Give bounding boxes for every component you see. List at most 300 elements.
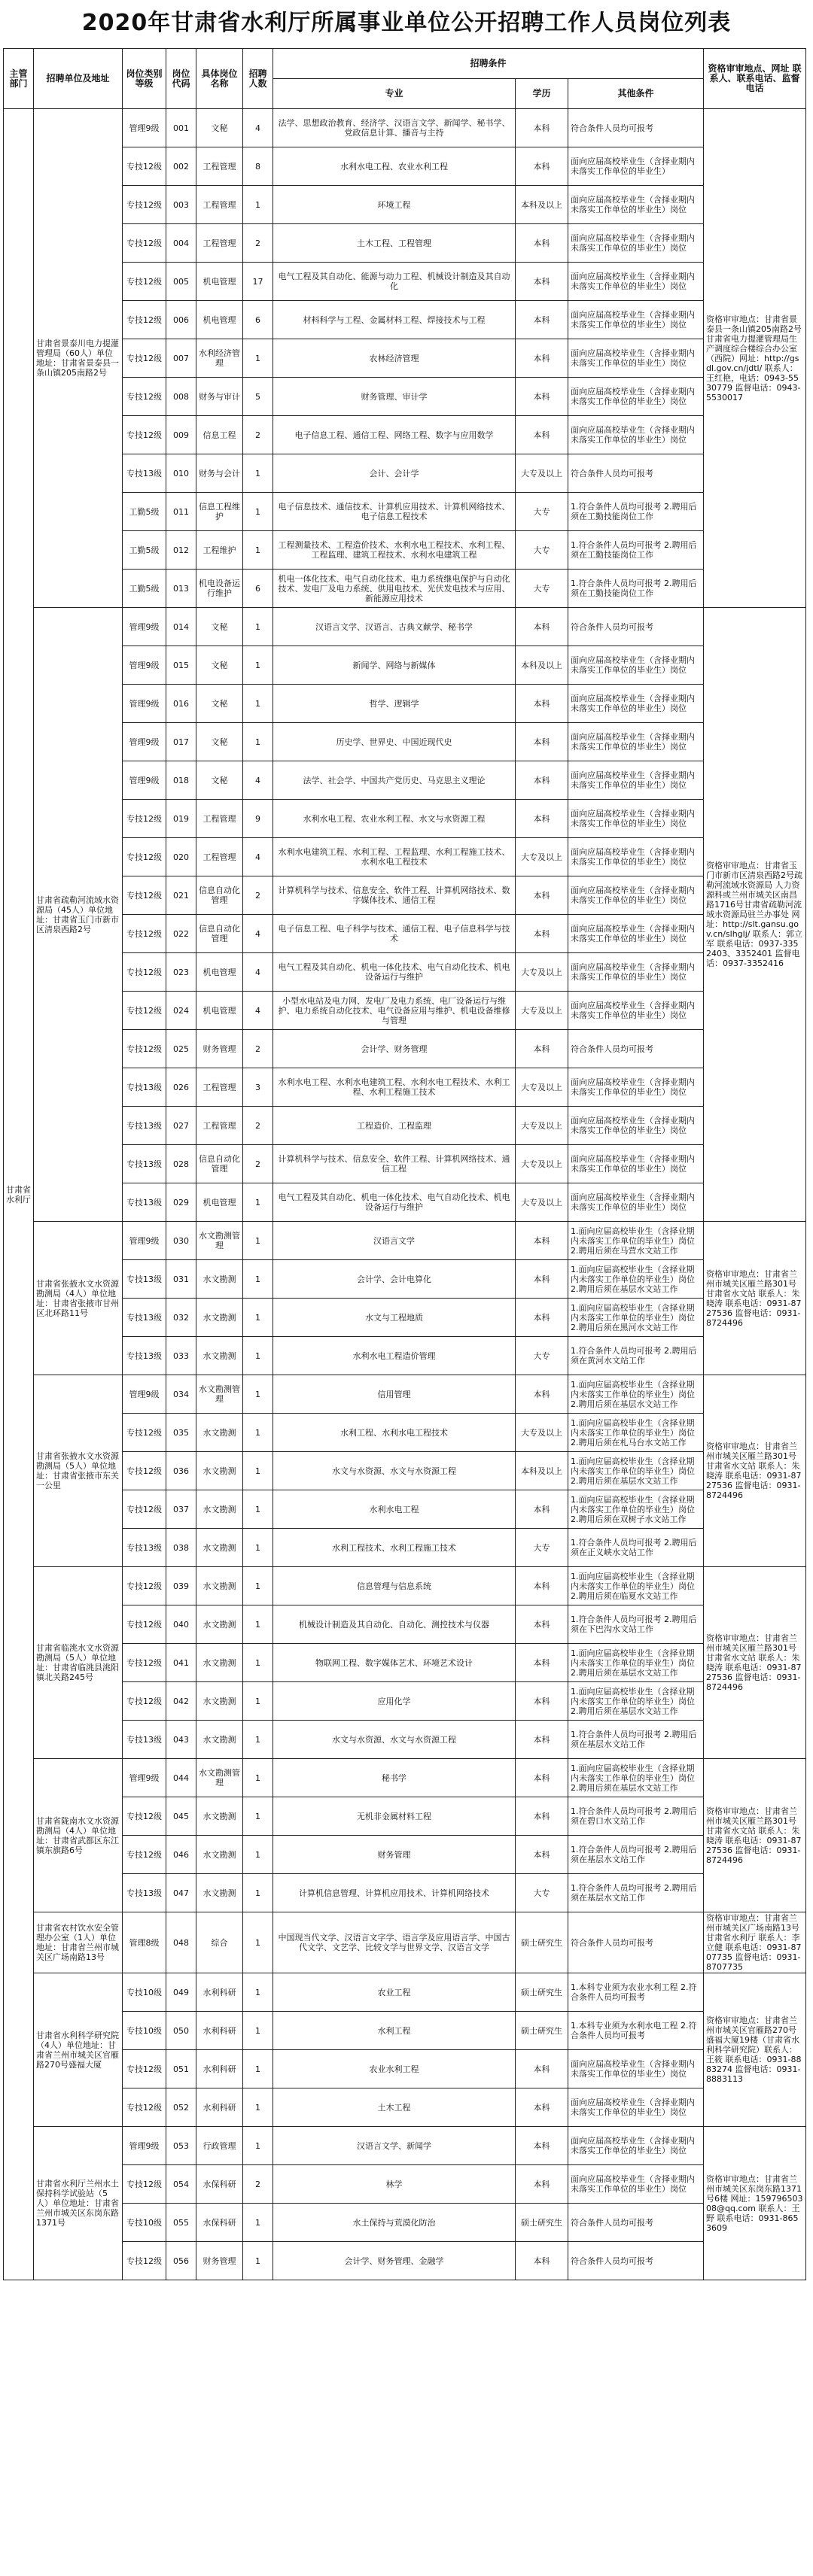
post-name-cell: 信息工程 [196,416,243,454]
post-name-cell: 工程管理 [196,1107,243,1145]
post-code-cell: 015 [166,646,196,685]
post-type-cell: 专技13级 [123,1874,166,1912]
post-code-cell: 009 [166,416,196,454]
education-cell: 大专及以上 [516,1183,568,1222]
post-name-cell: 水文勘测管理 [196,1759,243,1797]
post-count-cell: 1 [243,2127,273,2165]
post-count-cell: 1 [243,1299,273,1337]
table-row [4,493,806,531]
post-code-cell: 050 [166,2012,196,2050]
post-code-cell: 049 [166,1973,196,2012]
post-type-cell: 专技12级 [123,224,166,263]
post-type-cell: 专技13级 [123,1068,166,1107]
post-count-cell: 17 [243,263,273,301]
table-row [4,1836,806,1874]
other-conditions-cell: 1.符合条件人员均可报考 2.聘用后须在正义峡水文站工作 [568,1529,704,1567]
post-name-cell: 水文勘测管理 [196,1222,243,1260]
education-cell: 本科 [516,263,568,301]
post-name-cell: 水利科研 [196,2012,243,2050]
table-row [4,800,806,838]
post-type-cell: 专技13级 [123,1721,166,1759]
other-conditions-cell: 面向应届高校毕业生（含择业期内未落实工作单位的毕业生）岗位 [568,723,704,761]
header-count: 招聘人数 [243,49,273,109]
post-type-cell: 专技12级 [123,800,166,838]
contact-cell: 资格审审地点：甘肃省兰州市城关区东岗东路1371号6楼 网址：15979650308@qq.com 联系人：王野 联系电话：0931-8653609 [704,2127,806,2280]
major-cell: 水利水电工程 [273,1490,516,1529]
other-conditions-cell: 1.面向应届高校毕业生（含择业期内未落实工作单位的毕业生）岗位 2.聘用后须在基层水文站工作 [568,1759,704,1797]
post-count-cell: 5 [243,378,273,416]
other-conditions-cell: 1.符合条件人员均可报考 2.聘用后须在基层水文站工作 [568,1836,704,1874]
other-conditions-cell: 1.符合条件人员均可报考 2.聘用后须在工勤技能岗位工作 [568,570,704,608]
post-name-cell: 机电管理 [196,1183,243,1222]
other-conditions-cell: 1.符合条件人员均可报考 2.聘用后须在基层水文站工作 [568,1874,704,1912]
other-conditions-cell: 1.符合条件人员均可报考 2.聘用后须在工勤技能岗位工作 [568,531,704,570]
major-cell: 水文与水资源、水文与水资源工程 [273,1721,516,1759]
post-count-cell: 4 [243,953,273,992]
major-cell: 水利水电工程、水利水电建筑工程、水利水电工程技术、水利工程、水利工程施工技术 [273,1068,516,1107]
education-cell: 本科及以上 [516,1452,568,1490]
post-name-cell: 水保科研 [196,2165,243,2204]
post-type-cell: 专技10级 [123,2012,166,2050]
table-row [4,1183,806,1222]
major-cell: 秘书学 [273,1759,516,1797]
education-cell: 本科 [516,339,568,378]
post-type-cell: 专技12级 [123,1605,166,1644]
education-cell: 本科 [516,147,568,186]
major-cell: 中国现当代文学、汉语言文字学、语言学及应用语言学、中国古代文学、文艺学、比较文学与世界文学、汉语言文学 [273,1912,516,1973]
major-cell: 工程造价、工程监理 [273,1107,516,1145]
other-conditions-cell: 面向应届高校毕业生（含择业期内未落实工作单位的毕业生）岗位 [568,1183,704,1222]
post-count-cell: 1 [243,493,273,531]
other-conditions-cell: 面向应届高校毕业生（含择业期内未落实工作单位的毕业生）岗位 [568,646,704,685]
major-cell: 会计、会计学 [273,454,516,493]
contact-cell: 资格审审地点：甘肃省兰州市城关区雁兰路301号甘肃省水文站 联系人：朱晓涛 联系电话：0931-8727536 监督电话：0931-8724496 [704,1759,806,1912]
post-code-cell: 011 [166,493,196,531]
education-cell: 本科 [516,416,568,454]
major-cell: 计算机科学与技术、信息安全、软件工程、计算机网络技术、数字媒体技术、通信工程 [273,876,516,915]
other-conditions-cell: 面向应届高校毕业生（含择业期内未落实工作单位的毕业生）岗位 [568,800,704,838]
major-cell: 会计学、财务管理、金融学 [273,2242,516,2280]
education-cell: 本科 [516,1682,568,1721]
post-type-cell: 专技12级 [123,2165,166,2204]
other-conditions-cell: 面向应届高校毕业生（含择业期内未落实工作单位的毕业生）岗位 [568,1068,704,1107]
table-row [4,2050,806,2088]
post-type-cell: 管理9级 [123,1759,166,1797]
other-conditions-cell: 1.面向应届高校毕业生（含择业期内未落实工作单位的毕业生）岗位 2.聘用后须在临夏水文站工作 [568,1567,704,1605]
post-name-cell: 水文勘测 [196,1452,243,1490]
major-cell: 农业水利工程 [273,2050,516,2088]
table-row [4,1721,806,1759]
post-type-cell: 专技13级 [123,1145,166,1183]
header-other: 其他条件 [568,79,704,109]
major-cell: 水利水电工程造价管理 [273,1337,516,1375]
post-type-cell: 专技12级 [123,992,166,1030]
post-count-cell: 1 [243,1836,273,1874]
post-name-cell: 水文勘测 [196,1414,243,1452]
education-cell: 本科 [516,1222,568,1260]
post-name-cell: 文秘 [196,761,243,800]
post-type-cell: 专技12级 [123,263,166,301]
post-count-cell: 3 [243,1068,273,1107]
major-cell: 水利水电工程、农业水利工程 [273,147,516,186]
education-cell: 本科 [516,1375,568,1414]
other-conditions-cell: 面向应届高校毕业生（含择业期内未落实工作单位的毕业生）岗位 [568,2127,704,2165]
post-name-cell: 水文勘测 [196,1567,243,1605]
contact-cell: 资格审审地点：甘肃省景泰县一条山镇205南路2号甘肃省电力提灌管理局生产调度综合楼综合办公室（西院）网址：http://gsdl.gov.cn/jdtl/ 联系人：王红艳，电话：0943-5530779 监督电话：0943-5530017 [704,109,806,608]
other-conditions-cell: 1.面向应届高校毕业生（含择业期内未落实工作单位的毕业生）岗位 2.聘用后须在基层水文站工作 [568,1260,704,1299]
post-name-cell: 水文勘测 [196,1682,243,1721]
unit-cell: 甘肃省水利科学研究院（4人）单位地址：甘肃省兰州市城关区官雁路270号盛福大厦 [34,1973,123,2127]
education-cell: 大专 [516,570,568,608]
table-row [4,570,806,608]
post-count-cell: 1 [243,1759,273,1797]
other-conditions-cell: 符合条件人员均可报考 [568,2242,704,2280]
other-conditions-cell: 1.面向应届高校毕业生（含择业期内未落实工作单位的毕业生）岗位 2.聘用后须在基层水文站工作 [568,1375,704,1414]
post-name-cell: 行政管理 [196,2127,243,2165]
other-conditions-cell: 1.面向应届高校毕业生（含择业期内未落实工作单位的毕业生）岗位 2.聘用后须在札马台水文站工作 [568,1414,704,1452]
post-name-cell: 综合 [196,1912,243,1973]
major-cell: 水利水电建筑工程、水利工程、工程监理、水利工程施工技术、水利水电工程技术 [273,838,516,876]
unit-cell: 甘肃省景泰川电力提灌管理局（60人）单位地址：甘肃省景泰县一条山镇205南路2号 [34,109,123,608]
post-name-cell: 工程管理 [196,838,243,876]
major-cell: 法学、社会学、中国共产党历史、马克思主义理论 [273,761,516,800]
education-cell: 本科 [516,1759,568,1797]
other-conditions-cell: 符合条件人员均可报考 [568,109,704,147]
other-conditions-cell: 1.符合条件人员均可报考 2.聘用后须在基层水文站工作 [568,1721,704,1759]
post-count-cell: 1 [243,1183,273,1222]
other-conditions-cell: 符合条件人员均可报考 [568,454,704,493]
table-row [4,2088,806,2127]
education-cell: 硕士研究生 [516,2012,568,2050]
major-cell: 信用管理 [273,1375,516,1414]
education-cell: 本科 [516,109,568,147]
header-row-1 [4,49,806,79]
post-count-cell: 1 [243,1452,273,1490]
education-cell: 大专及以上 [516,992,568,1030]
major-cell: 水文与水资源、水文与水资源工程 [273,1452,516,1490]
major-cell: 水利工程 [273,2012,516,2050]
education-cell: 本科 [516,1260,568,1299]
table-row [4,531,806,570]
contact-cell: 资格审审地点：甘肃省玉门市新市区清泉西路2号疏勒河流域水资源局 人力资源科或兰州市城关区南昌路1716号甘肃省疏勒河流域水资源局驻兰办事处 网址：http://slt.gansu.gov.cn/slhglj/ 联系人：郭立军 联系电话：0937-3352403、3352401 监督电话：0937-3352416 [704,608,806,1222]
post-name-cell: 水利经济管理 [196,339,243,378]
major-cell: 机电一体化技术、电气自动化技术、电力系统继电保护与自动化技术、发电厂及电力系统、供用电技术、光伏发电技术与应用、新能源应用技术 [273,570,516,608]
major-cell: 电气工程及其自动化、能源与动力工程、机械设计制造及其自动化 [273,263,516,301]
post-name-cell: 机电管理 [196,263,243,301]
post-count-cell: 1 [243,685,273,723]
post-type-cell: 专技12级 [123,1030,166,1068]
post-code-cell: 056 [166,2242,196,2280]
post-name-cell: 水利科研 [196,2050,243,2088]
table-row [4,1567,806,1605]
post-name-cell: 水保科研 [196,2204,243,2242]
post-type-cell: 管理9级 [123,2127,166,2165]
other-conditions-cell: 面向应届高校毕业生（含择业期内未落实工作单位的毕业生）岗位 [568,992,704,1030]
major-cell: 电气工程及其自动化、机电一体化技术、电气自动化技术、机电设备运行与维护 [273,1183,516,1222]
table-row [4,454,806,493]
post-type-cell: 管理9级 [123,646,166,685]
major-cell: 电子信息工程、通信工程、网络工程、数字与应用数学 [273,416,516,454]
major-cell: 应用化学 [273,1682,516,1721]
post-count-cell: 1 [243,1375,273,1414]
post-name-cell: 机电设备运行维护 [196,570,243,608]
table-row [4,2012,806,2050]
post-type-cell: 专技13级 [123,1183,166,1222]
other-conditions-cell: 面向应届高校毕业生（含择业期内未落实工作单位的毕业生）岗位 [568,915,704,953]
unit-cell: 甘肃省水利厅兰州水土保持科学试验站（5人）单位地址：甘肃省兰州市城关区东岗东路1371号 [34,2127,123,2280]
major-cell: 电气工程及其自动化、机电一体化技术、电气自动化技术、机电设备运行与维护 [273,953,516,992]
table-row [4,1682,806,1721]
post-code-cell: 043 [166,1721,196,1759]
post-type-cell: 专技13级 [123,1299,166,1337]
education-cell: 本科 [516,723,568,761]
table-row [4,1375,806,1414]
table-row [4,1452,806,1490]
table-row [4,1759,806,1797]
other-conditions-cell: 面向应届高校毕业生（含择业期内未落实工作单位的毕业生）岗位 [568,1145,704,1183]
major-cell: 水利工程技术、水利工程施工技术 [273,1529,516,1567]
post-type-cell: 专技12级 [123,1567,166,1605]
table-row [4,2127,806,2165]
major-cell: 林学 [273,2165,516,2204]
education-cell: 大专及以上 [516,1145,568,1183]
post-code-cell: 037 [166,1490,196,1529]
post-count-cell: 2 [243,2165,273,2204]
post-type-cell: 专技12级 [123,186,166,224]
education-cell: 本科 [516,1644,568,1682]
post-name-cell: 财务管理 [196,1030,243,1068]
major-cell: 电子信息工程、电子科学与技术、通信工程、电子信息科学与技术 [273,915,516,953]
post-type-cell: 专技12级 [123,1452,166,1490]
header-dept: 主管部门 [4,49,34,109]
post-type-cell: 工勤5级 [123,493,166,531]
post-count-cell: 1 [243,2242,273,2280]
education-cell: 本科 [516,1836,568,1874]
post-name-cell: 水文勘测 [196,1721,243,1759]
post-code-cell: 018 [166,761,196,800]
table-row [4,109,806,147]
other-conditions-cell: 1.符合条件人员均可报考 2.聘用后须在碧口水文站工作 [568,1797,704,1836]
other-conditions-cell: 面向应届高校毕业生（含择业期内未落实工作单位的毕业生）岗位 [568,224,704,263]
other-conditions-cell: 面向应届高校毕业生（含择业期内未落实工作单位的毕业生） [568,147,704,186]
post-name-cell: 机电管理 [196,992,243,1030]
post-code-cell: 008 [166,378,196,416]
post-name-cell: 工程管理 [196,224,243,263]
table-row [4,685,806,723]
other-conditions-cell: 面向应届高校毕业生（含择业期内未落实工作单位的毕业生）岗位 [568,301,704,339]
unit-cell: 甘肃省张掖水文水资源勘测局（5人）单位地址：甘肃省张掖市东关一公里 [34,1375,123,1567]
post-name-cell: 财务管理 [196,2242,243,2280]
post-code-cell: 048 [166,1912,196,1973]
major-cell: 财务管理 [273,1836,516,1874]
header-contact: 资格审审地点、网址 联系人、联系电话、监督电话 [704,49,806,109]
education-cell: 大专及以上 [516,953,568,992]
education-cell: 本科及以上 [516,646,568,685]
table-row [4,1912,806,1973]
major-cell: 哲学、逻辑学 [273,685,516,723]
education-cell: 本科 [516,800,568,838]
post-count-cell: 1 [243,454,273,493]
post-count-cell: 1 [243,339,273,378]
header-conditions: 招聘条件 [273,49,704,79]
post-name-cell: 财务与审计 [196,378,243,416]
major-cell: 材料科学与工程、金属材料工程、焊接技术与工程 [273,301,516,339]
post-code-cell: 029 [166,1183,196,1222]
post-name-cell: 工程管理 [196,800,243,838]
post-type-cell: 专技12级 [123,1644,166,1682]
major-cell: 机械设计制造及其自动化、自动化、测控技术与仪器 [273,1605,516,1644]
education-cell: 硕士研究生 [516,2204,568,2242]
education-cell: 大专 [516,493,568,531]
post-code-cell: 051 [166,2050,196,2088]
other-conditions-cell: 1.面向应届高校毕业生（含择业期内未落实工作单位的毕业生）岗位 2.聘用后须在基层水文站工作 [568,1682,704,1721]
post-code-cell: 036 [166,1452,196,1490]
post-code-cell: 041 [166,1644,196,1682]
unit-cell: 甘肃省农村饮水安全管理办公室（1人）单位地址：甘肃省兰州市城关区广场南路13号 [34,1912,123,1973]
education-cell: 本科 [516,915,568,953]
other-conditions-cell: 1.面向应届高校毕业生（含择业期内未落实工作单位的毕业生）岗位 2.聘用后须在基层水文站工作 [568,1644,704,1682]
table-row [4,1490,806,1529]
post-type-cell: 专技10级 [123,1973,166,2012]
post-code-cell: 017 [166,723,196,761]
education-cell: 本科 [516,1721,568,1759]
post-count-cell: 2 [243,1107,273,1145]
department-cell: 甘肃省水利厅 [4,109,34,2280]
major-cell: 会计学、会计电算化 [273,1260,516,1299]
post-count-cell: 6 [243,301,273,339]
post-count-cell: 1 [243,723,273,761]
post-code-cell: 031 [166,1260,196,1299]
major-cell: 新闻学、网络与新媒体 [273,646,516,685]
post-name-cell: 财务与会计 [196,454,243,493]
post-count-cell: 1 [243,1912,273,1973]
education-cell: 本科 [516,1299,568,1337]
table-row [4,838,806,876]
education-cell: 本科 [516,2165,568,2204]
table-row [4,1107,806,1145]
post-count-cell: 1 [243,1414,273,1452]
post-code-cell: 001 [166,109,196,147]
post-code-cell: 033 [166,1337,196,1375]
post-type-cell: 管理9级 [123,109,166,147]
unit-cell: 甘肃省陇南水文水资源勘测局（4人）单位地址：甘肃省武都区东江镇东旗路6号 [34,1759,123,1912]
education-cell: 本科 [516,1567,568,1605]
education-cell: 硕士研究生 [516,1912,568,1973]
contact-cell: 资格审审地点：甘肃省兰州市城关区雁兰路301号甘肃省水文站 联系人：朱晓涛 联系电话：0931-8727536 监督电话：0931-8724496 [704,1375,806,1567]
table-row [4,1030,806,1068]
post-count-cell: 4 [243,761,273,800]
header-post-type: 岗位类别等级 [123,49,166,109]
other-conditions-cell: 面向应届高校毕业生（含择业期内未落实工作单位的毕业生）岗位 [568,685,704,723]
post-count-cell: 8 [243,147,273,186]
education-cell: 大专 [516,1874,568,1912]
post-count-cell: 1 [243,1682,273,1721]
post-name-cell: 文秘 [196,109,243,147]
major-cell: 土木工程、工程管理 [273,224,516,263]
post-type-cell: 专技12级 [123,1490,166,1529]
post-name-cell: 水文勘测 [196,1337,243,1375]
post-name-cell: 机电管理 [196,953,243,992]
education-cell: 大专及以上 [516,1068,568,1107]
post-code-cell: 052 [166,2088,196,2127]
post-count-cell: 1 [243,2204,273,2242]
post-count-cell: 2 [243,416,273,454]
table-row [4,186,806,224]
major-cell: 小型水电站及电力网、发电厂及电力系统、电厂设备运行与维护、电力系统自动化技术、电气设备应用与维护、机电设备维修与管理 [273,992,516,1030]
major-cell: 水利水电工程、农业水利工程、水文与水资源工程 [273,800,516,838]
other-conditions-cell: 面向应届高校毕业生（含择业期内未落实工作单位的毕业生）岗位 [568,263,704,301]
recruitment-table [3,48,806,2280]
post-name-cell: 文秘 [196,608,243,646]
post-type-cell: 专技12级 [123,1682,166,1721]
post-count-cell: 1 [243,1797,273,1836]
table-row [4,1874,806,1912]
other-conditions-cell: 1.本科专业须为水利水电工程 2.符合条件人员均可报考 [568,2012,704,2050]
post-name-cell: 水文勘测 [196,1605,243,1644]
post-code-cell: 010 [166,454,196,493]
post-count-cell: 1 [243,1260,273,1299]
education-cell: 本科 [516,2242,568,2280]
education-cell: 大专及以上 [516,838,568,876]
major-cell: 计算机信息管理、计算机应用技术、计算机网络技术 [273,1874,516,1912]
major-cell: 汉语言文学、新闻学 [273,2127,516,2165]
other-conditions-cell: 面向应届高校毕业生（含择业期内未落实工作单位的毕业生）岗位 [568,876,704,915]
post-name-cell: 文秘 [196,646,243,685]
major-cell: 农林经济管理 [273,339,516,378]
post-code-cell: 032 [166,1299,196,1337]
other-conditions-cell: 面向应届高校毕业生（含择业期内未落实工作单位的毕业生）岗位 [568,2050,704,2088]
post-type-cell: 专技12级 [123,1797,166,1836]
table-row [4,263,806,301]
post-type-cell: 管理9级 [123,1222,166,1260]
unit-cell: 甘肃省疏勒河流域水资源局（45人）单位地址：甘肃省玉门市新市区清泉西路2号 [34,608,123,1222]
post-type-cell: 专技12级 [123,838,166,876]
post-code-cell: 030 [166,1222,196,1260]
other-conditions-cell: 面向应届高校毕业生（含择业期内未落实工作单位的毕业生）岗位 [568,416,704,454]
post-count-cell: 1 [243,1721,273,1759]
education-cell: 大专 [516,1529,568,1567]
post-count-cell: 4 [243,915,273,953]
major-cell: 环境工程 [273,186,516,224]
other-conditions-cell: 面向应届高校毕业生（含择业期内未落实工作单位的毕业生）岗位 [568,838,704,876]
table-row [4,416,806,454]
post-code-cell: 005 [166,263,196,301]
post-code-cell: 038 [166,1529,196,1567]
other-conditions-cell: 1.符合条件人员均可报考 2.聘用后须在工勤技能岗位工作 [568,493,704,531]
post-count-cell: 1 [243,531,273,570]
post-code-cell: 054 [166,2165,196,2204]
other-conditions-cell: 符合条件人员均可报考 [568,1912,704,1973]
major-cell: 电子信息技术、通信技术、计算机应用技术、计算机网络技术、电子信息工程技术 [273,493,516,531]
table-row [4,1260,806,1299]
table-row [4,339,806,378]
other-conditions-cell: 面向应届高校毕业生（含择业期内未落实工作单位的毕业生）岗位 [568,761,704,800]
table-row [4,1797,806,1836]
post-count-cell: 1 [243,1605,273,1644]
post-count-cell: 6 [243,570,273,608]
other-conditions-cell: 1.本科专业须为农业水利工程 2.符合条件人员均可报考 [568,1973,704,2012]
other-conditions-cell: 面向应届高校毕业生（含择业期内未落实工作单位的毕业生）岗位 [568,2165,704,2204]
post-code-cell: 004 [166,224,196,263]
table-row [4,2242,806,2280]
major-cell: 水土保持与荒漠化防治 [273,2204,516,2242]
major-cell: 无机非金属材料工程 [273,1797,516,1836]
major-cell: 会计学、财务管理 [273,1030,516,1068]
post-code-cell: 007 [166,339,196,378]
post-count-cell: 1 [243,2088,273,2127]
major-cell: 物联网工程、数字媒体艺术、环境艺术设计 [273,1644,516,1682]
table-row [4,1644,806,1682]
